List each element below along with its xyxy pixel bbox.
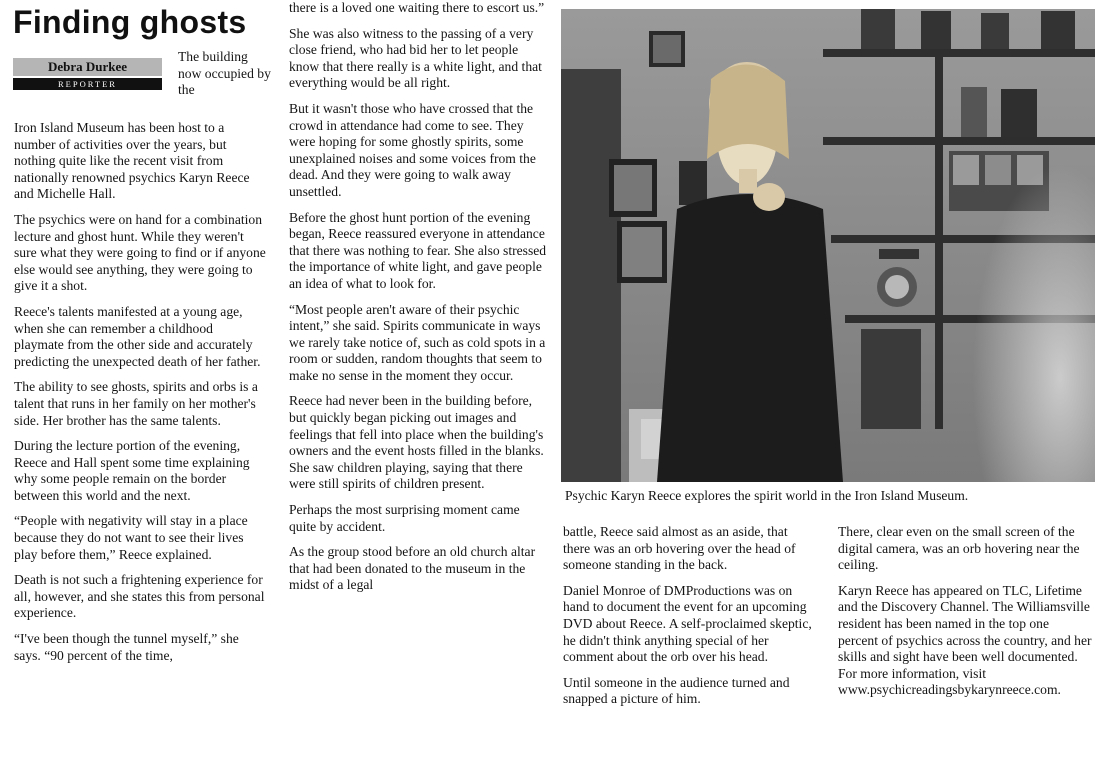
- headline: Finding ghosts: [13, 4, 247, 40]
- article-column-3: [563, 524, 814, 717]
- paragraph: During the lecture portion of the evening, Reece and Hall spent some time explaining why some people remain on the border between this world and the next.: [14, 438, 250, 503]
- intro-text: The building now occupied by the: [178, 49, 271, 98]
- paragraph: Reece had never been in the building before, but quickly began picking out images and feelings that fell into place when the building's owners and the event hosts filled in the blanks. She saw children playing, saying that there were still spirits of children present.: [289, 393, 544, 492]
- paragraph: “Most people aren't aware of their psychic intent,” she said. Spirits communicate in ways we rarely take notice of, such as cold spots in a room or sudden, random thoughts that seem to make no sense in the moment they occur.: [289, 301, 546, 383]
- paragraph: Perhaps the most surprising moment came quite by accident.: [289, 502, 520, 534]
- paragraph: But it wasn't those who have crossed that the crowd in attendance had come to see. They were hoping for some ghostly spirits, some unexplained noises and some voices from the dead. And they were going to walk away unsettled.: [289, 100, 536, 199]
- paragraph: Before the ghost hunt portion of the evening began, Reece reassured everyone in attendance that there was nothing to fear. She also stressed the importance of white light, and gave people an idea of what to look for.: [289, 209, 547, 291]
- paragraph: there is a loved one waiting there to escort us.”: [289, 0, 545, 15]
- paragraph: The psychics were on hand for a combination lecture and ghost hunt. While they weren't sure what they were going to find or if anyone else would see anything, they were going to give it a shot.: [14, 211, 266, 294]
- paragraph: Until someone in the audience turned and snapped a picture of him.: [563, 674, 790, 707]
- byline-role: REPORTER: [13, 78, 162, 90]
- article-column-1: [14, 120, 266, 673]
- paragraph: She was also witness to the passing of a very close friend, who had bid her to let people know that there really is a white light, and that everything would be all right.: [289, 25, 542, 91]
- paragraph: As the group stood before an old church altar that had been donated to the museum in the midst of a legal: [289, 544, 536, 593]
- paragraph: battle, Reece said almost as an aside, that there was an orb hovering over the head of someone standing in the back.: [563, 524, 796, 573]
- byline-name: Debra Durkee: [13, 58, 162, 76]
- paragraph: “I've been though the tunnel myself,” she says. “90 percent of the time,: [14, 631, 239, 663]
- article-photo: [561, 9, 1095, 482]
- photo-caption: Psychic Karyn Reece explores the spirit world in the Iron Island Museum.: [565, 488, 969, 503]
- paragraph: There, clear even on the small screen of the digital camera, was an orb hovering near the ceiling.: [838, 524, 1080, 573]
- article-column-4: [838, 524, 1092, 708]
- paragraph: Reece's talents manifested at a young age, when she can remember a childhood playmate from the other side and accurately predicting the unexpected death of her father.: [14, 303, 261, 369]
- paragraph: Daniel Monroe of DMProductions was on hand to document the event for an upcoming DVD about Reece. A self-proclaimed skeptic, he didn't think anything special of her comment about the orb over his head.: [563, 582, 812, 665]
- paragraph: Karyn Reece has appeared on TLC, Lifetime and the Discovery Channel. The Williamsville resident has been named in the top one percent of psychics across the country, and her skills and sight have been well documented. For more information, visit www.psychicreadingsbykarynreece.com.: [838, 582, 1092, 698]
- article-column-2: [289, 0, 547, 603]
- paragraph: The ability to see ghosts, spirits and orbs is a talent that runs in her family on her mother's side. Her brother has the same talents.: [14, 379, 258, 428]
- byline: [13, 58, 162, 90]
- paragraph: “People with negativity will stay in a place because they do not want to see their lives play before them,” Reece explained.: [14, 513, 248, 562]
- paragraph: Iron Island Museum has been host to a number of activities over the years, but nothing quite like the recent visit from nationally renowned psychics Karyn Reece and Michelle Hall.: [14, 120, 250, 202]
- paragraph: Death is not such a frightening experience for all, however, and she states this from personal experience.: [14, 572, 265, 621]
